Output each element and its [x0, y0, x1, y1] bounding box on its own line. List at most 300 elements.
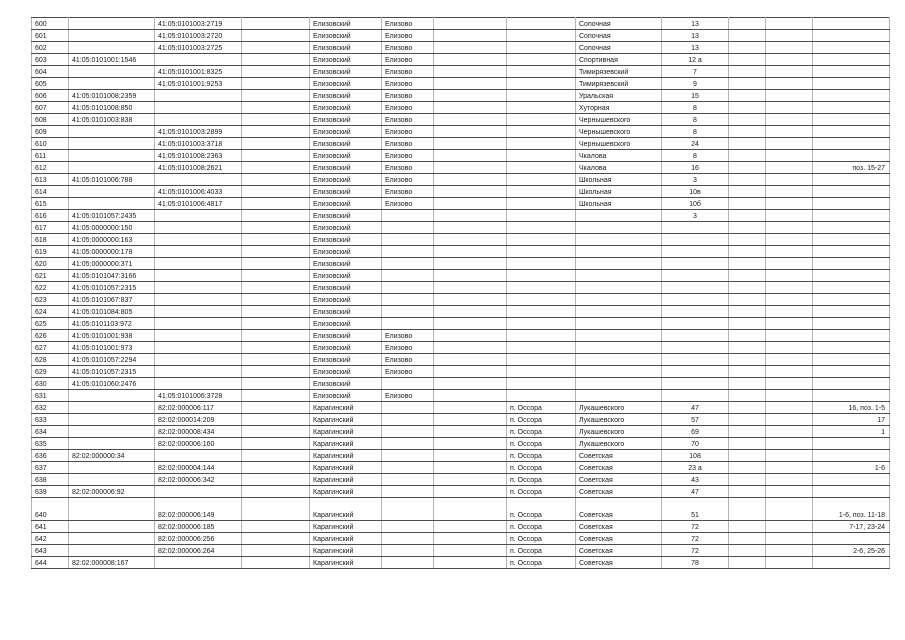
extra-field-cell [242, 126, 310, 138]
house-number-cell: 9 [662, 78, 729, 90]
cadastral-number-building-cell: 82:02:000004:144 [155, 462, 242, 474]
table-row [32, 198, 890, 210]
settlement-cell [507, 126, 576, 138]
district-cell: Карагинский [310, 486, 382, 498]
extra-field-cell [242, 462, 310, 474]
street-cell [576, 390, 662, 402]
apartment-extra-cell [766, 174, 813, 186]
cadastral-number-building-cell: 41:05:0101003:2720 [155, 30, 242, 42]
cadastral-number-building-cell: 41:05:0101003:2899 [155, 126, 242, 138]
settlement-cell [507, 234, 576, 246]
cadastral-number-building-cell [155, 450, 242, 462]
street-cell: Чернышевского [576, 126, 662, 138]
district-cell: Елизовский [310, 18, 382, 30]
extra-field-cell [242, 198, 310, 210]
row-number-cell: 626 [32, 330, 69, 342]
street-cell: Советская [576, 486, 662, 498]
locality-extra-cell [434, 450, 507, 462]
row-number-cell: 631 [32, 390, 69, 402]
street-cell [576, 270, 662, 282]
cadastral-number-building-cell [155, 174, 242, 186]
extra-field-cell [242, 54, 310, 66]
cadastral-number-building-cell [155, 102, 242, 114]
locality-extra-cell [434, 42, 507, 54]
locality-extra-cell [434, 102, 507, 114]
locality-extra-cell [434, 354, 507, 366]
row-number-cell: 612 [32, 162, 69, 174]
street-cell: Советская [576, 521, 662, 533]
district-cell: Елизовский [310, 246, 382, 258]
settlement-cell [507, 186, 576, 198]
district-cell: Елизовский [310, 162, 382, 174]
house-number-cell: 72 [662, 521, 729, 533]
row-number-cell: 600 [32, 18, 69, 30]
cadastral-number-parcel-cell: 41:05:0101001:938 [69, 330, 155, 342]
cadastral-number-parcel-cell: 41:05:0101008:2359 [69, 90, 155, 102]
street-cell [576, 318, 662, 330]
locality-extra-cell [434, 486, 507, 498]
table-row [32, 222, 890, 234]
cadastral-number-parcel-cell [69, 162, 155, 174]
extra-field-cell [242, 426, 310, 438]
apartment-extra-cell [766, 114, 813, 126]
city-cell [382, 402, 434, 414]
building-extra-cell [729, 222, 766, 234]
row-number-cell: 632 [32, 402, 69, 414]
cadastral-number-parcel-cell [69, 521, 155, 533]
table-row [32, 90, 890, 102]
cadastral-number-building-cell [155, 90, 242, 102]
city-cell [382, 258, 434, 270]
extra-field-cell [242, 258, 310, 270]
building-extra-cell [729, 150, 766, 162]
settlement-cell [507, 354, 576, 366]
table-row [32, 402, 890, 414]
city-cell: Елизово [382, 66, 434, 78]
cadastral-number-parcel-cell: 41:05:0101008:850 [69, 102, 155, 114]
table-row [32, 486, 890, 498]
extra-field-cell [242, 222, 310, 234]
settlement-cell: п. Оссора [507, 414, 576, 426]
positions-note-cell [813, 102, 890, 114]
settlement-cell [507, 282, 576, 294]
table-row [32, 270, 890, 282]
apartment-extra-cell [766, 450, 813, 462]
settlement-cell: п. Оссора [507, 450, 576, 462]
extra-field-cell [242, 438, 310, 450]
building-extra-cell [729, 474, 766, 486]
settlement-cell: п. Оссора [507, 557, 576, 569]
district-cell: Елизовский [310, 282, 382, 294]
building-extra-cell [729, 294, 766, 306]
cadastral-number-parcel-cell [69, 78, 155, 90]
locality-extra-cell [434, 318, 507, 330]
city-cell: Елизово [382, 126, 434, 138]
city-cell: Елизово [382, 114, 434, 126]
house-number-cell [662, 270, 729, 282]
city-cell [382, 222, 434, 234]
cadastral-number-parcel-cell: 41:05:0000000:150 [69, 222, 155, 234]
cadastral-number-building-cell [155, 270, 242, 282]
row-number-cell: 627 [32, 342, 69, 354]
table-row [32, 366, 890, 378]
extra-field-cell [242, 486, 310, 498]
extra-field-cell [242, 138, 310, 150]
locality-extra-cell [434, 258, 507, 270]
settlement-cell [507, 54, 576, 66]
district-cell: Карагинский [310, 498, 382, 521]
city-cell [382, 462, 434, 474]
cadastral-number-building-cell: 82:02:000006:185 [155, 521, 242, 533]
apartment-extra-cell [766, 126, 813, 138]
extra-field-cell [242, 533, 310, 545]
cadastral-number-building-cell [155, 234, 242, 246]
cadastral-number-building-cell: 41:05:0101008:2621 [155, 162, 242, 174]
apartment-extra-cell [766, 294, 813, 306]
locality-extra-cell [434, 438, 507, 450]
extra-field-cell [242, 66, 310, 78]
street-cell: Лукашевского [576, 426, 662, 438]
positions-note-cell [813, 294, 890, 306]
positions-note-cell [813, 78, 890, 90]
house-number-cell: 13 [662, 18, 729, 30]
city-cell [382, 294, 434, 306]
locality-extra-cell [434, 186, 507, 198]
city-cell: Елизово [382, 366, 434, 378]
row-number-cell: 641 [32, 521, 69, 533]
row-number-cell: 613 [32, 174, 69, 186]
row-number-cell: 642 [32, 533, 69, 545]
street-cell: Сопочная [576, 18, 662, 30]
street-cell: Лукашевского [576, 414, 662, 426]
extra-field-cell [242, 318, 310, 330]
district-cell: Елизовский [310, 138, 382, 150]
building-extra-cell [729, 378, 766, 390]
building-extra-cell [729, 174, 766, 186]
extra-field-cell [242, 294, 310, 306]
city-cell [382, 474, 434, 486]
district-cell: Елизовский [310, 210, 382, 222]
district-cell: Елизовский [310, 354, 382, 366]
cadastral-number-parcel-cell [69, 18, 155, 30]
locality-extra-cell [434, 114, 507, 126]
building-extra-cell [729, 557, 766, 569]
positions-note-cell [813, 378, 890, 390]
cadastral-number-building-cell: 82:02:000008:434 [155, 426, 242, 438]
cadastral-number-building-cell: 82:02:000006:342 [155, 474, 242, 486]
street-cell [576, 222, 662, 234]
building-extra-cell [729, 498, 766, 521]
table-row [32, 174, 890, 186]
apartment-extra-cell [766, 426, 813, 438]
city-cell [382, 521, 434, 533]
apartment-extra-cell [766, 462, 813, 474]
extra-field-cell [242, 174, 310, 186]
building-extra-cell [729, 126, 766, 138]
row-number-cell: 610 [32, 138, 69, 150]
table-row [32, 390, 890, 402]
district-cell: Елизовский [310, 198, 382, 210]
cadastral-number-building-cell [155, 318, 242, 330]
street-cell [576, 258, 662, 270]
house-number-cell [662, 390, 729, 402]
city-cell [382, 318, 434, 330]
building-extra-cell [729, 545, 766, 557]
settlement-cell: п. Оссора [507, 533, 576, 545]
district-cell: Елизовский [310, 54, 382, 66]
row-number-cell: 617 [32, 222, 69, 234]
city-cell: Елизово [382, 162, 434, 174]
positions-note-cell: 2-6, 25-26 [813, 545, 890, 557]
house-number-cell: 13 [662, 42, 729, 54]
house-number-cell: 78 [662, 557, 729, 569]
apartment-extra-cell [766, 282, 813, 294]
row-number-cell: 608 [32, 114, 69, 126]
table-body [32, 18, 890, 569]
row-number-cell: 607 [32, 102, 69, 114]
cadastral-number-building-cell: 41:05:0101001:9253 [155, 78, 242, 90]
extra-field-cell [242, 42, 310, 54]
district-cell: Елизовский [310, 318, 382, 330]
extra-field-cell [242, 282, 310, 294]
row-number-cell: 635 [32, 438, 69, 450]
street-cell: Уральская [576, 90, 662, 102]
apartment-extra-cell [766, 138, 813, 150]
row-number-cell: 614 [32, 186, 69, 198]
locality-extra-cell [434, 282, 507, 294]
row-number-cell: 621 [32, 270, 69, 282]
building-extra-cell [729, 342, 766, 354]
positions-note-cell [813, 246, 890, 258]
cadastral-number-parcel-cell [69, 498, 155, 521]
apartment-extra-cell [766, 234, 813, 246]
apartment-extra-cell [766, 270, 813, 282]
city-cell [382, 246, 434, 258]
street-cell: Сопочная [576, 42, 662, 54]
locality-extra-cell [434, 366, 507, 378]
locality-extra-cell [434, 162, 507, 174]
house-number-cell [662, 294, 729, 306]
settlement-cell [507, 198, 576, 210]
positions-note-cell [813, 174, 890, 186]
row-number-cell: 633 [32, 414, 69, 426]
row-number-cell: 629 [32, 366, 69, 378]
district-cell: Елизовский [310, 222, 382, 234]
positions-note-cell [813, 54, 890, 66]
cadastral-number-parcel-cell: 41:05:0101003:838 [69, 114, 155, 126]
building-extra-cell [729, 426, 766, 438]
extra-field-cell [242, 354, 310, 366]
district-cell: Елизовский [310, 102, 382, 114]
city-cell: Елизово [382, 102, 434, 114]
city-cell [382, 486, 434, 498]
settlement-cell [507, 390, 576, 402]
locality-extra-cell [434, 18, 507, 30]
settlement-cell [507, 246, 576, 258]
apartment-extra-cell [766, 210, 813, 222]
street-cell: Советская [576, 498, 662, 521]
building-extra-cell [729, 486, 766, 498]
settlement-cell: п. Оссора [507, 462, 576, 474]
house-number-cell [662, 366, 729, 378]
positions-note-cell: 17 [813, 414, 890, 426]
building-extra-cell [729, 186, 766, 198]
city-cell: Елизово [382, 78, 434, 90]
house-number-cell: 10в [662, 186, 729, 198]
row-number-cell: 615 [32, 198, 69, 210]
apartment-extra-cell [766, 258, 813, 270]
cadastral-number-parcel-cell: 41:05:0000000:163 [69, 234, 155, 246]
street-cell: Советская [576, 533, 662, 545]
building-extra-cell [729, 306, 766, 318]
apartment-extra-cell [766, 557, 813, 569]
cadastral-number-building-cell: 82:02:000006:160 [155, 438, 242, 450]
house-number-cell: 8 [662, 150, 729, 162]
building-extra-cell [729, 78, 766, 90]
city-cell [382, 426, 434, 438]
street-cell: Школьная [576, 198, 662, 210]
extra-field-cell [242, 474, 310, 486]
building-extra-cell [729, 330, 766, 342]
table-row [32, 498, 890, 521]
cadastral-number-building-cell: 82:02:000006:117 [155, 402, 242, 414]
row-number-cell: 643 [32, 545, 69, 557]
house-number-cell [662, 222, 729, 234]
extra-field-cell [242, 414, 310, 426]
extra-field-cell [242, 246, 310, 258]
apartment-extra-cell [766, 18, 813, 30]
apartment-extra-cell [766, 42, 813, 54]
locality-extra-cell [434, 521, 507, 533]
extra-field-cell [242, 90, 310, 102]
cadastral-number-building-cell: 41:05:0101003:2725 [155, 42, 242, 54]
cadastral-number-parcel-cell [69, 126, 155, 138]
extra-field-cell [242, 234, 310, 246]
row-number-cell: 616 [32, 210, 69, 222]
street-cell: Лукашевского [576, 402, 662, 414]
table-row [32, 138, 890, 150]
city-cell [382, 210, 434, 222]
district-cell: Елизовский [310, 270, 382, 282]
extra-field-cell [242, 498, 310, 521]
house-number-cell [662, 234, 729, 246]
row-number-cell: 644 [32, 557, 69, 569]
cadastral-number-parcel-cell [69, 402, 155, 414]
district-cell: Карагинский [310, 438, 382, 450]
cadastral-number-parcel-cell: 41:05:0101084:805 [69, 306, 155, 318]
district-cell: Карагинский [310, 474, 382, 486]
cadastral-number-building-cell [155, 486, 242, 498]
positions-note-cell [813, 114, 890, 126]
city-cell: Елизово [382, 150, 434, 162]
building-extra-cell [729, 90, 766, 102]
house-number-cell: 23 а [662, 462, 729, 474]
table-row [32, 318, 890, 330]
building-extra-cell [729, 414, 766, 426]
table-row [32, 114, 890, 126]
house-number-cell: 43 [662, 474, 729, 486]
positions-note-cell [813, 330, 890, 342]
apartment-extra-cell [766, 545, 813, 557]
cadastral-number-parcel-cell [69, 390, 155, 402]
cadastral-number-building-cell: 41:05:0101006:4817 [155, 198, 242, 210]
street-cell [576, 354, 662, 366]
building-extra-cell [729, 42, 766, 54]
street-cell [576, 330, 662, 342]
positions-note-cell [813, 150, 890, 162]
district-cell: Елизовский [310, 258, 382, 270]
district-cell: Елизовский [310, 378, 382, 390]
apartment-extra-cell [766, 222, 813, 234]
positions-note-cell: 1-6, поз. 11-18 [813, 498, 890, 521]
building-extra-cell [729, 30, 766, 42]
positions-note-cell [813, 126, 890, 138]
table-row [32, 414, 890, 426]
apartment-extra-cell [766, 162, 813, 174]
table-row [32, 30, 890, 42]
apartment-extra-cell [766, 438, 813, 450]
settlement-cell [507, 222, 576, 234]
extra-field-cell [242, 557, 310, 569]
table-row [32, 354, 890, 366]
cadastral-number-parcel-cell: 41:05:0101047:3166 [69, 270, 155, 282]
positions-note-cell [813, 342, 890, 354]
row-number-cell: 601 [32, 30, 69, 42]
row-number-cell: 625 [32, 318, 69, 330]
positions-note-cell [813, 390, 890, 402]
extra-field-cell [242, 210, 310, 222]
table-row [32, 306, 890, 318]
row-number-cell: 602 [32, 42, 69, 54]
cadastral-number-parcel-cell [69, 474, 155, 486]
district-cell: Елизовский [310, 174, 382, 186]
positions-note-cell: поз. 15-27 [813, 162, 890, 174]
row-number-cell: 639 [32, 486, 69, 498]
apartment-extra-cell [766, 78, 813, 90]
cadastral-number-parcel-cell: 41:05:0000000:178 [69, 246, 155, 258]
city-cell: Елизово [382, 198, 434, 210]
table-row [32, 438, 890, 450]
street-cell: Советская [576, 474, 662, 486]
cadastral-number-parcel-cell [69, 462, 155, 474]
apartment-extra-cell [766, 102, 813, 114]
row-number-cell: 630 [32, 378, 69, 390]
locality-extra-cell [434, 390, 507, 402]
positions-note-cell [813, 234, 890, 246]
house-number-cell [662, 282, 729, 294]
extra-field-cell [242, 366, 310, 378]
city-cell: Елизово [382, 186, 434, 198]
cadastral-number-parcel-cell: 41:05:0101060:2476 [69, 378, 155, 390]
locality-extra-cell [434, 126, 507, 138]
table-row [32, 450, 890, 462]
apartment-extra-cell [766, 366, 813, 378]
city-cell [382, 270, 434, 282]
cadastral-number-building-cell: 41:05:0101001:8325 [155, 66, 242, 78]
positions-note-cell [813, 222, 890, 234]
positions-note-cell [813, 533, 890, 545]
house-number-cell: 16 [662, 162, 729, 174]
cadastral-number-parcel-cell: 41:05:0101057:2435 [69, 210, 155, 222]
house-number-cell: 13 [662, 30, 729, 42]
cadastral-number-parcel-cell [69, 42, 155, 54]
settlement-cell [507, 174, 576, 186]
row-number-cell: 609 [32, 126, 69, 138]
settlement-cell [507, 330, 576, 342]
district-cell: Карагинский [310, 521, 382, 533]
locality-extra-cell [434, 342, 507, 354]
building-extra-cell [729, 390, 766, 402]
